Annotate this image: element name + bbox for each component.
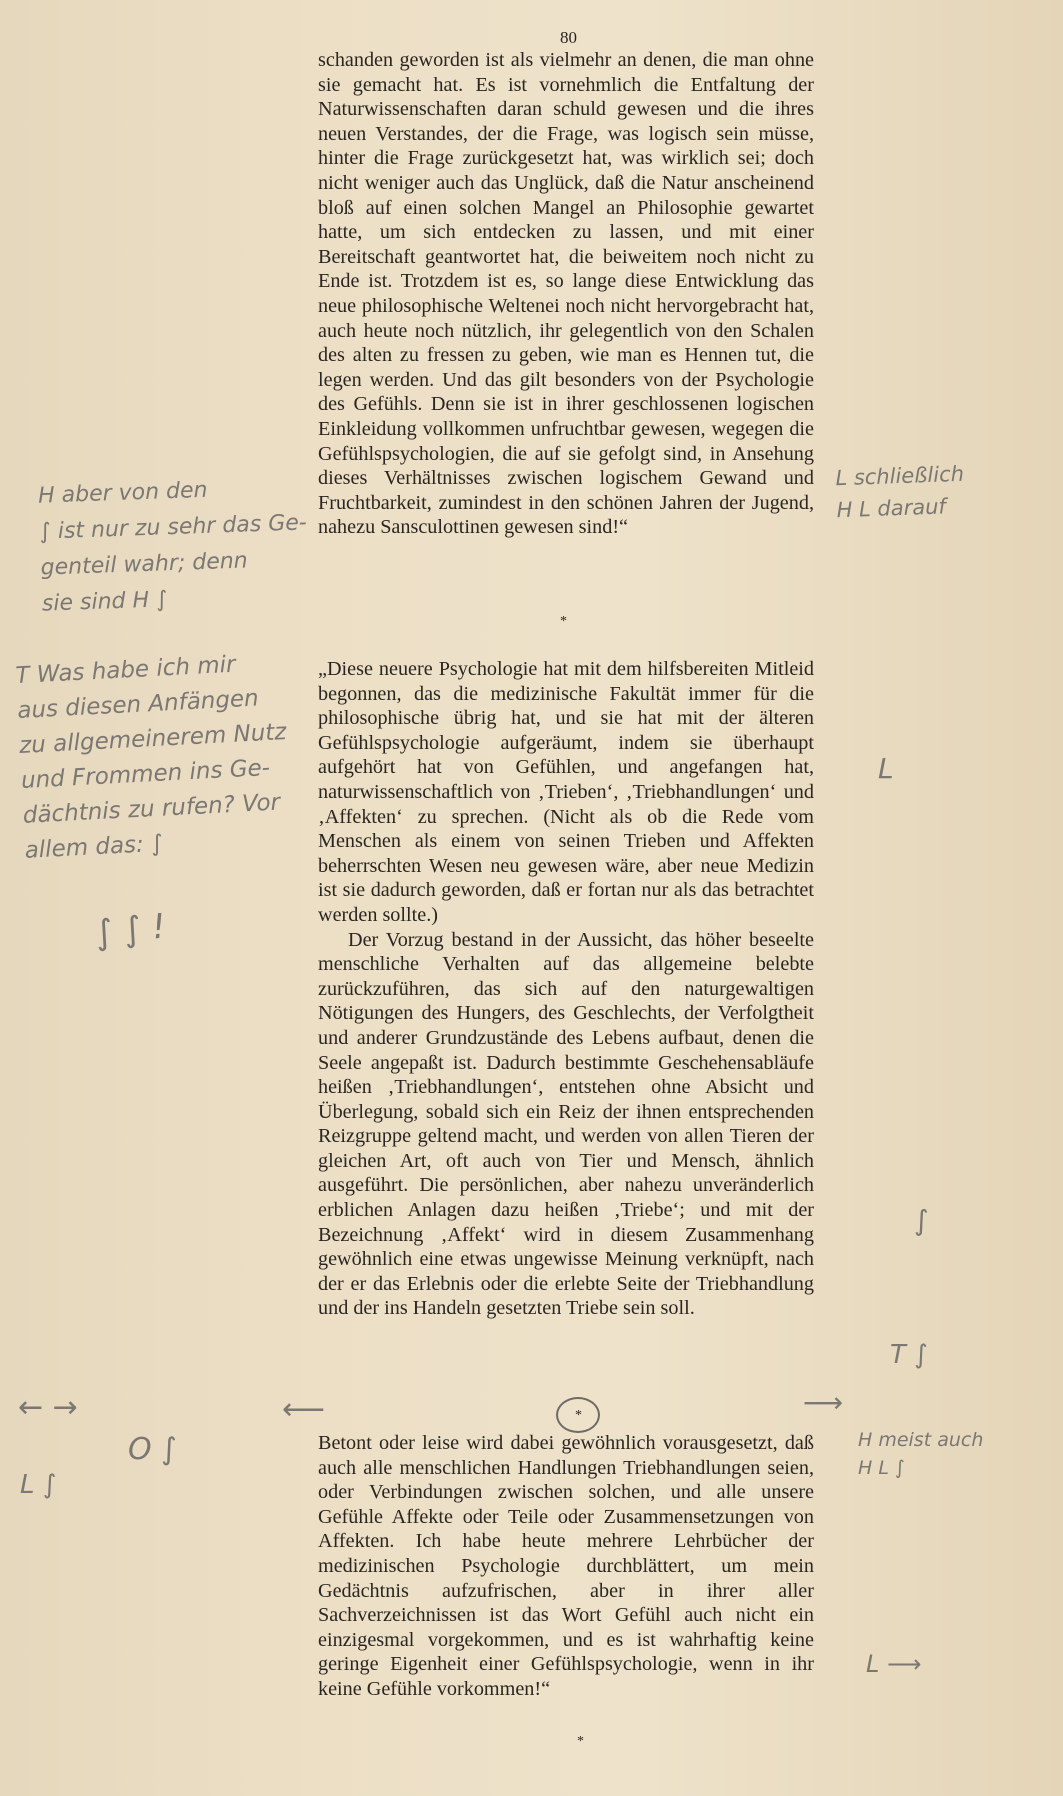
paragraph: schanden geworden ist als vielmehr an denen, die man ohne sie gemacht hat. Es ist vornehmlich die Entfaltung der Naturwissenschaften daran schuld gewesen und die ihres neuen Verstandes, der die Frage, was logisch sein müsse, hinter die Frage zurückgesetzt hat, was wirklich sei; doch nicht weniger auch das Unglück, daß die Natur anscheinend bloß auf einen solchen Mangel an Philosophie gewartet hatte, um sich entdecken zu lassen, und mit einer Bereitschaft geantwortet hat, die beiweitem noch nicht zu Ende ist. Trotzdem ist es, so lange diese Entwicklung das neue philosophische Weltenei noch nicht hervorgebracht hat, auch heute noch nützlich, ihr gelegentlich von den Schalen des alten zu fressen zu geben, wie man es Hennen tut, die legen werden. Und das gilt besonders von der Psychologie des Gefühls. Denn sie ist in ihrer geschlossenen logischen Einkleidung vollkommen unfruchtbar gewesen, wegegen die Gefühlspsychologien, die auf sie gefolgt sind, in Ansehung dieses Verhältnisses zwischen logischem Gewand und Fruchtbarkeit, zumindest in den schönen Jahren der Jugend, nahezu Sansculottinen gewesen sind!“ [318, 49, 814, 539]
margin-note-right: T ∫ [890, 1340, 928, 1370]
margin-note-right: L ⟶ [866, 1650, 922, 1678]
text-block-2 [318, 657, 814, 1321]
margin-note-left: O ∫ [128, 1432, 177, 1467]
page-number: 80 [560, 28, 577, 47]
margin-note-left: L ∫ [20, 1470, 57, 1500]
margin-note-right: ∫ [914, 1204, 929, 1237]
section-separator: * [575, 1408, 582, 1423]
margin-note-right: L schließlich H L darauf [835, 461, 965, 523]
section-separator: * [560, 614, 567, 629]
margin-arrow: ⟵ [282, 1392, 326, 1427]
margin-arrow: ⟶ [803, 1386, 844, 1419]
margin-note-left: H aber von den ∫ ist nur zu sehr das Ge- genteil wahr; denn sie sind H ∫ [37, 477, 308, 617]
text-block-1 [318, 48, 814, 540]
paragraph: „Diese neuere Psychologie hat mit dem hilfsbereiten Mitleid begonnen, das die medizinische Fakultät immer für die philosophische übrig hat, und sie hat mit der älteren Gefühlspsychologie aufgeräumt, indem sie überhaupt aufgehört hat von Gefühlen, und angefangen hat, naturwissenschaftlich von ‚Trieben‘, ‚Triebhandlungen‘ und ‚Affekten‘ zu sprechen. (Nicht als ob die Rede vom Menschen als einem von seinen Trieben und Affekten beherrschten Wesen neu gewesen wäre, aber neue Medizin ist sie dadurch geworden, daß er fortan nur als das betrachtet werden sollte.) [318, 658, 814, 926]
paragraph: Der Vorzug bestand in der Aussicht, das höher beseelte menschliche Verhalten auf das allgemeine belebte zurückzuführen, das sich auf den naturgewaltigen Nötigungen des Hungers, des Geschlechts, der Verfolgtheit und anderer Grundzustände des Lebens aufbaut, denen die Seele angepaßt ist. Dadurch bestimmte Geschehensabläufe heißen ‚Triebhandlungen‘, entstehen ohne Absicht und Überlegung, sobald sich ein Reiz der ihnen entsprechenden Reizgruppe geltend macht, und werden von allen Tieren der gleichen Art, oft auch von Tier und Mensch, ähnlich ausgeführt. Die persönlichen, aber nahezu unveränderlich erblichen Anlagen dazu heißen ‚Triebe‘; und mit der Bezeichnung ‚Affekt‘ wird in diesem Zusammenhang gewöhnlich eine etwas ungewisse Meinung verknüpft, nach der er das Erlebnis oder die erlebte Seite der Triebhandlung und der ins Handeln gesetzten Triebe sein soll. [318, 928, 814, 1320]
margin-note-right: H meist auch H L ∫ [858, 1429, 984, 1479]
text-block-3 [318, 1431, 814, 1702]
margin-arrows: ← → [18, 1390, 78, 1425]
margin-note-left: T Was habe ich mir aus diesen Anfängen zu allgemeinerem Nutz und Frommen ins Ge- dächtnis zu rufen? Vor allem das: ∫ [14, 651, 288, 864]
paragraph: Betont oder leise wird dabei gewöhnlich vorausgesetzt, daß auch alle menschlichen Handlungen Triebhandlungen seien, oder Verbindungen zwischen solchen, und alle unsere Gefühle Affekte oder Teile oder Zusammensetzungen von Affekten. Ich habe heute mehrere Lehrbücher der medizinischen Psychologie durchblättert, um mein Gedächtnis aufzufrischen, aber in ihrer aller Sachverzeichnissen ist das Wort Gefühl auch nicht ein einzigesmal vorgekommen, und es ist wahrhaftig keine geringe Eigenheit einer Gefühlspsychologie, wenn in ihr keine Gefühle vorkommen!“ [318, 1432, 814, 1700]
section-separator: * [577, 1734, 584, 1749]
margin-note-left: ∫ ∫ ! [93, 906, 168, 954]
margin-note-right: L [878, 752, 894, 785]
